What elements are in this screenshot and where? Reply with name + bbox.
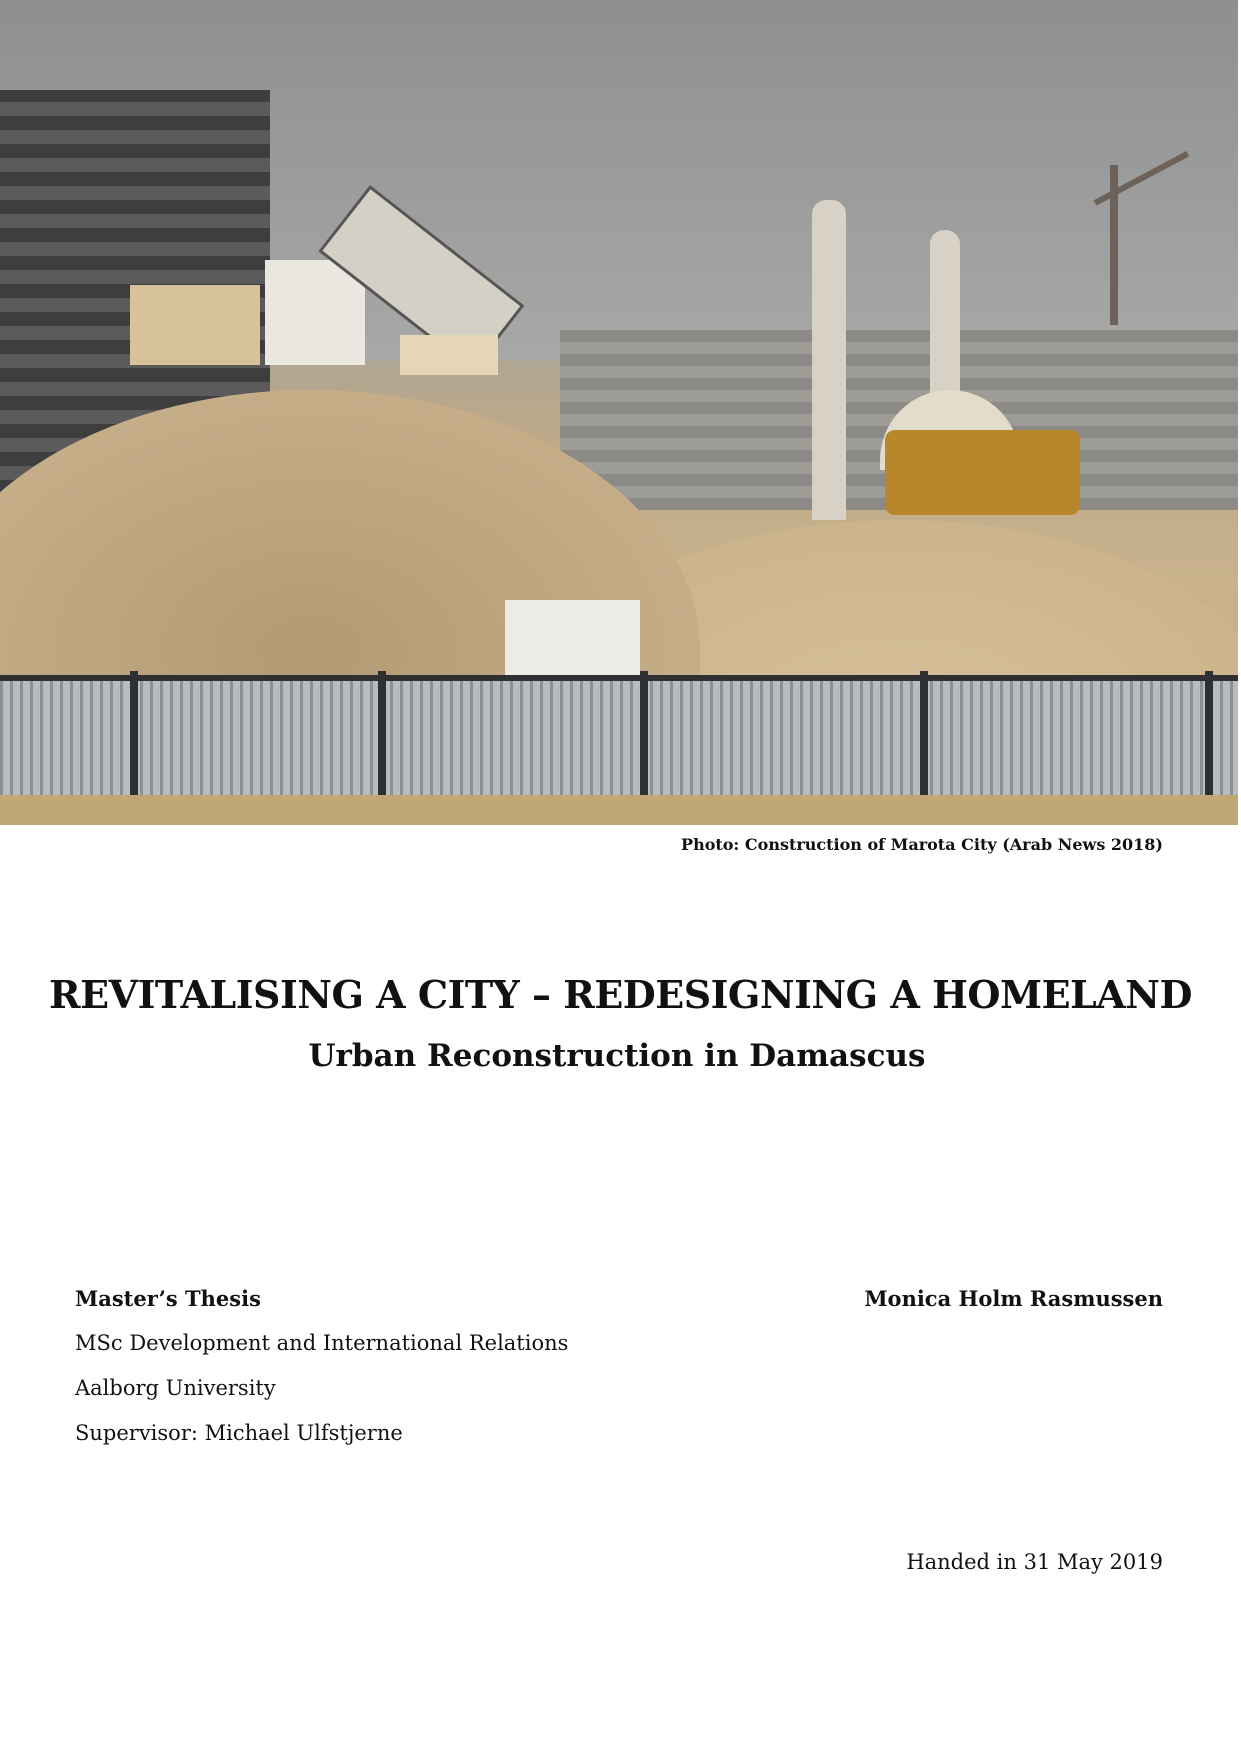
photo-fence-post xyxy=(920,671,928,811)
photo-wheel-loader xyxy=(885,430,1080,515)
document-type: Master’s Thesis xyxy=(75,1286,261,1311)
university: Aalborg University xyxy=(75,1376,276,1400)
document-title: REVITALISING A CITY – REDESIGNING A HOMELAND xyxy=(49,972,1192,1017)
thesis-details xyxy=(75,1276,568,1456)
submission-date: Handed in 31 May 2019 xyxy=(906,1550,1163,1574)
photo-ground xyxy=(0,795,1238,825)
photo-fence xyxy=(0,675,1238,811)
supervisor: Supervisor: Michael Ulfstjerne xyxy=(75,1421,403,1445)
programme: MSc Development and International Relations xyxy=(75,1331,569,1355)
document-subtitle: Urban Reconstruction in Damascus xyxy=(308,1038,926,1074)
photo-hut xyxy=(130,285,260,365)
photo-caption: Photo: Construction of Marota City (Arab News 2018) xyxy=(681,835,1163,854)
cover-photo xyxy=(0,0,1238,825)
photo-minaret xyxy=(812,200,846,520)
photo-fence-post xyxy=(378,671,386,811)
photo-fence-post xyxy=(1205,671,1213,811)
photo-fence-post xyxy=(130,671,138,811)
photo-hut xyxy=(400,335,498,375)
photo-fence-post xyxy=(640,671,648,811)
author-name: Monica Holm Rasmussen xyxy=(864,1286,1163,1311)
